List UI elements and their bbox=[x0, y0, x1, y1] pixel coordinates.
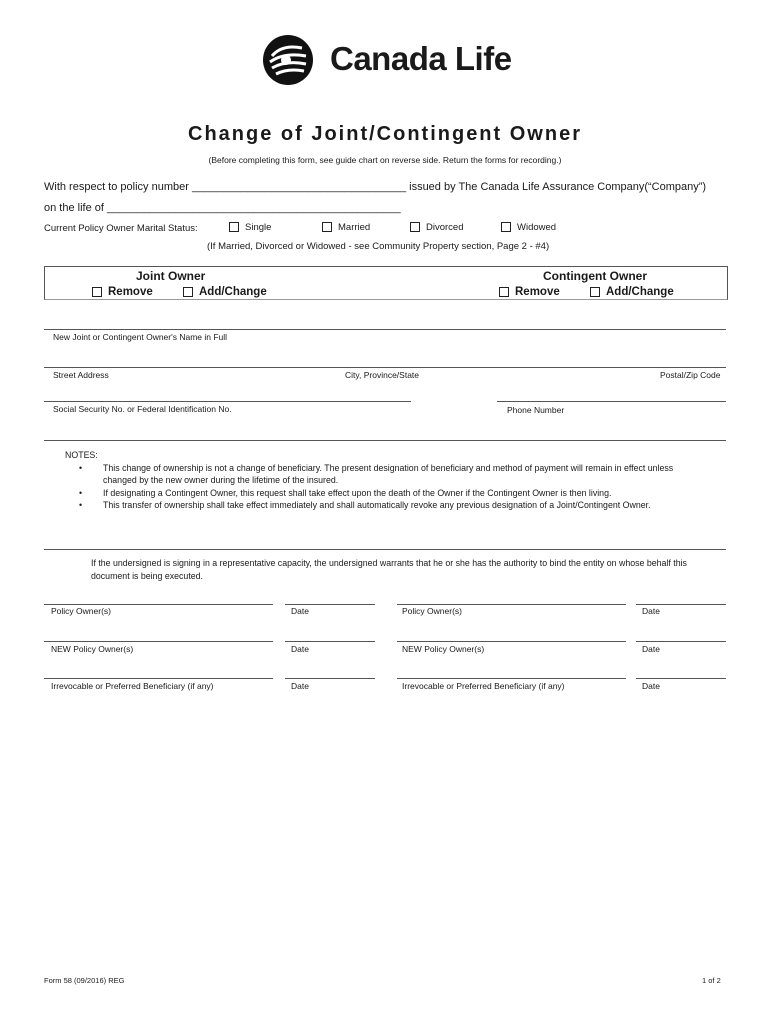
new-policy-owner-label: NEW Policy Owner(s) bbox=[51, 644, 134, 654]
checkbox-icon bbox=[590, 287, 600, 297]
policy-owner-signature-line[interactable] bbox=[44, 604, 273, 605]
checkbox-icon bbox=[499, 287, 509, 297]
date-label: Date bbox=[291, 644, 309, 654]
note-item: • If designating a Contingent Owner, this request shall take effect upon the death of the Owner if the Contingent Owner is then living. bbox=[93, 487, 693, 500]
option-label: Add/Change bbox=[199, 286, 267, 298]
divider bbox=[44, 549, 726, 550]
option-label: Divorced bbox=[426, 222, 464, 233]
representative-statement: If the undersigned is signing in a representative capacity, the undersigned warrants that he or she has the authority to bind the entity on whose behalf this document is being executed. bbox=[91, 558, 687, 581]
date-line[interactable] bbox=[285, 604, 375, 605]
checkbox-icon bbox=[229, 222, 239, 232]
company-logo bbox=[262, 34, 532, 90]
notes-section bbox=[65, 449, 693, 512]
option-label: Remove bbox=[108, 286, 153, 298]
joint-add-change-checkbox[interactable] bbox=[183, 286, 267, 298]
marital-widowed-checkbox[interactable] bbox=[501, 222, 556, 233]
policy-owner-signature-line-2[interactable] bbox=[397, 604, 626, 605]
checkbox-icon bbox=[322, 222, 332, 232]
marital-single-checkbox[interactable] bbox=[229, 222, 271, 233]
divider bbox=[44, 440, 726, 441]
joint-owner-heading: Joint Owner bbox=[136, 269, 206, 283]
address-field-line[interactable] bbox=[44, 367, 726, 368]
checkbox-icon bbox=[501, 222, 511, 232]
city-field-label: City, Province/State bbox=[345, 370, 420, 380]
beneficiary-signature-line[interactable] bbox=[44, 678, 273, 679]
logo-text: Canada Life bbox=[330, 40, 512, 77]
option-label: Single bbox=[245, 222, 272, 233]
policy-owner-label-2: Policy Owner(s) bbox=[402, 606, 462, 616]
life-of-line[interactable]: on the life of ________________________________________________ bbox=[44, 202, 401, 214]
date-line[interactable] bbox=[285, 678, 375, 679]
ssn-field-label: Social Security No. or Federal Identification No. bbox=[53, 404, 232, 414]
option-label: Widowed bbox=[517, 222, 557, 233]
date-label: Date bbox=[291, 681, 309, 691]
phone-field-line[interactable] bbox=[497, 401, 726, 402]
phone-field-label: Phone Number bbox=[507, 405, 565, 415]
option-label: Married bbox=[338, 222, 371, 233]
form-subtitle: (Before completing this form, see guide chart on reverse side. Return the forms for recording.) bbox=[208, 155, 562, 165]
beneficiary-signature-line-2[interactable] bbox=[397, 678, 626, 679]
date-label: Date bbox=[642, 606, 660, 616]
policy-number-line[interactable]: With respect to policy number ___________________________________ issued by The Canada Life Assurance Company(“Company”) bbox=[44, 181, 707, 193]
contingent-owner-heading: Contingent Owner bbox=[543, 269, 647, 283]
date-label: Date bbox=[642, 681, 660, 691]
contingent-remove-checkbox[interactable] bbox=[499, 286, 560, 298]
note-item: • This transfer of ownership shall take effect immediately and shall automatically revoke any previous designation of a Joint/Contingent Owner. bbox=[93, 499, 693, 512]
date-line[interactable] bbox=[636, 641, 726, 642]
date-label: Date bbox=[291, 606, 309, 616]
name-field-line[interactable] bbox=[44, 329, 726, 330]
beneficiary-label-2: Irrevocable or Preferred Beneficiary (if any) bbox=[402, 681, 565, 691]
option-label: Add/Change bbox=[606, 286, 674, 298]
date-line[interactable] bbox=[285, 641, 375, 642]
beneficiary-label: Irrevocable or Preferred Beneficiary (if any) bbox=[51, 681, 214, 691]
contingent-add-change-checkbox[interactable] bbox=[590, 286, 674, 298]
option-label: Remove bbox=[515, 286, 560, 298]
new-policy-owner-label-2: NEW Policy Owner(s) bbox=[402, 644, 485, 654]
new-policy-owner-signature-line[interactable] bbox=[44, 641, 273, 642]
note-item: • This change of ownership is not a change of beneficiary. The present designation of beneficiary and method of payment will remain in effect unless changed by the new owner during the lifetime of the insured. bbox=[93, 462, 693, 487]
canada-life-logo-icon bbox=[262, 34, 314, 86]
marital-divorced-checkbox[interactable] bbox=[410, 222, 464, 233]
joint-remove-checkbox[interactable] bbox=[92, 286, 153, 298]
checkbox-icon bbox=[410, 222, 420, 232]
checkbox-icon bbox=[183, 287, 193, 297]
form-title: Change of Joint/Contingent Owner bbox=[188, 123, 582, 145]
marital-note: (If Married, Divorced or Widowed - see Community Property section, Page 2 - #4) bbox=[207, 241, 550, 252]
page-number: 1 of 2 bbox=[702, 976, 721, 985]
checkbox-icon bbox=[92, 287, 102, 297]
street-field-label: Street Address bbox=[53, 370, 109, 380]
name-field-label: New Joint or Contingent Owner's Name in Full bbox=[53, 332, 228, 342]
notes-heading: NOTES: bbox=[65, 450, 98, 460]
ssn-field-line[interactable] bbox=[44, 401, 411, 402]
form-id: Form 58 (09/2016) REG bbox=[44, 976, 125, 985]
marital-status-label: Current Policy Owner Marital Status: bbox=[44, 223, 198, 234]
marital-married-checkbox[interactable] bbox=[322, 222, 370, 233]
new-policy-owner-signature-line-2[interactable] bbox=[397, 641, 626, 642]
policy-owner-label: Policy Owner(s) bbox=[51, 606, 111, 616]
date-line[interactable] bbox=[636, 604, 726, 605]
date-line[interactable] bbox=[636, 678, 726, 679]
date-label: Date bbox=[642, 644, 660, 654]
postal-field-label: Postal/Zip Code bbox=[660, 370, 721, 380]
